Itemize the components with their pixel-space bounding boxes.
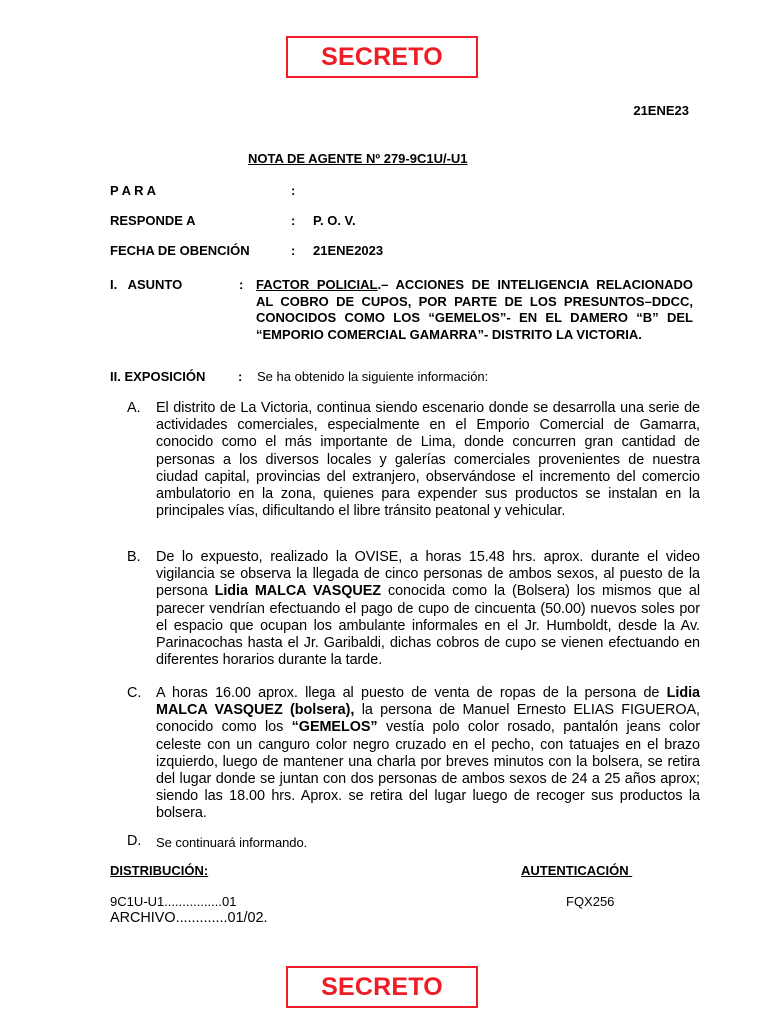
exposicion-intro: Se ha obtenido la siguiente información: [257,369,489,384]
item-c-part-1: A horas 16.00 aprox. llega al puesto de venta de ropas de la persona de [156,685,667,701]
distribucion-line-2: ARCHIVO.............01/02. [110,910,268,926]
item-a-marker: A. [127,400,141,416]
fecha-value: 21ENE2023 [313,243,384,258]
asunto-factor: FACTOR POLICIAL [256,277,378,292]
item-c-bold-gemelos: “GEMELOS” [291,719,378,736]
item-c-part-3: vestía polo color rosado, pantalón jeans color celeste con un canguro color negro cruzado en el pecho, con tatuajes en el brazo izquierdo, luego de mantener una charla por breves minutos con la bolsera, se retira del lugar donde se juntan con dos personas de ambos sexos de 24 a 25 años aprox; siendo las 18.00 hrs. Aprox. se retira del lugar luego de recoger sus productos la bolsera. [156,719,700,822]
para-label: P A R A [110,183,156,198]
responde-label: RESPONDE A [110,213,196,228]
responde-colon: : [291,213,296,228]
item-d-marker: D. [127,833,142,849]
item-c-part-2: la persona de Manuel Ernesto ELIAS FIGUEROA, conocido como los [156,702,700,736]
autenticacion-code: FQX256 [566,894,615,909]
fecha-label: FECHA DE OBENCIÓN [110,243,250,258]
item-b-bold-name: Lidia MALCA VASQUEZ [214,583,382,600]
para-colon: : [291,183,296,198]
fecha-colon: : [291,243,296,258]
distribucion-line-1: 9C1U-U1................01 [110,894,237,909]
asunto-text [256,277,693,343]
item-b-marker: B. [127,549,141,565]
asunto-label: I. ASUNTO [110,277,183,292]
item-b-part-1: De lo expuesto, realizado la OVISE, a horas 15.48 hrs. aprox. durante el video vigilancia se observa la llegada de cinco personas de ambos sexos, al puesto de la persona [156,549,700,600]
item-c-marker: C. [127,685,142,701]
secreto-stamp-bottom: SECRETO [286,966,478,1008]
exposicion-colon: : [238,369,243,384]
autenticacion-label: AUTENTICACIÓN [521,863,633,878]
item-c-bold-name: Lidia MALCA VASQUEZ (bolsera), [156,685,700,719]
responde-value: P. O. V. [313,213,356,228]
item-b-text [156,549,700,669]
asunto-colon: : [239,277,244,292]
document-date: 21ENE23 [633,103,689,118]
asunto-body: .– ACCIONES DE INTELIGENCIA RELACIONADO AL COBRO DE CUPOS, POR PARTE DE LOS PRESUNTOS–DDCC, CONOCIDOS COMO LOS “GEMELOS”- EN EL DAMERO “B” DEL “EMPORIO COMERCIAL GAMARRA”- DISTRITO LA VICTORIA. [256,277,693,342]
secreto-stamp-top: SECRETO [286,36,478,78]
item-b-part-2: conocida como la (Bolsera) los mismos que al parecer vendrían efectuando el pago de cupo de cincuenta (50.00) nuevos soles por el espacio que ocupan los ambulante informales en el Jr. Humboldt, desde la Av. Parinacochas hasta el Jr. Garibaldi, dichas cobros de cupo se vienen efectuando en diferentes horarios durante la tarde. [156,583,701,669]
exposicion-label: II. EXPOSICIÓN [110,369,206,384]
item-d-text: Se continuará informando. [156,835,308,850]
item-c-text [156,685,700,823]
distribucion-label: DISTRIBUCIÓN: [110,863,209,878]
item-a-text: El distrito de La Victoria, continua siendo escenario donde se desarrolla una serie de actividades comerciales, especialmente en el Emporio Comercial de Gamarra, conocido como el más importante de Lima, donde concurren gran cantidad de personas a los diversos locales y galerías comerciales provenientes de nuestra ciudad capital, provincias del extranjero, observándose el incremento del comercio ambulatorio en la zona, quienes para expender sus productos se instalan en la principales vías, dificultando el libre tránsito peatonal y vehicular. [156,400,700,520]
page-title: NOTA DE AGENTE Nº 279-9C1U/-U1 [248,151,468,166]
